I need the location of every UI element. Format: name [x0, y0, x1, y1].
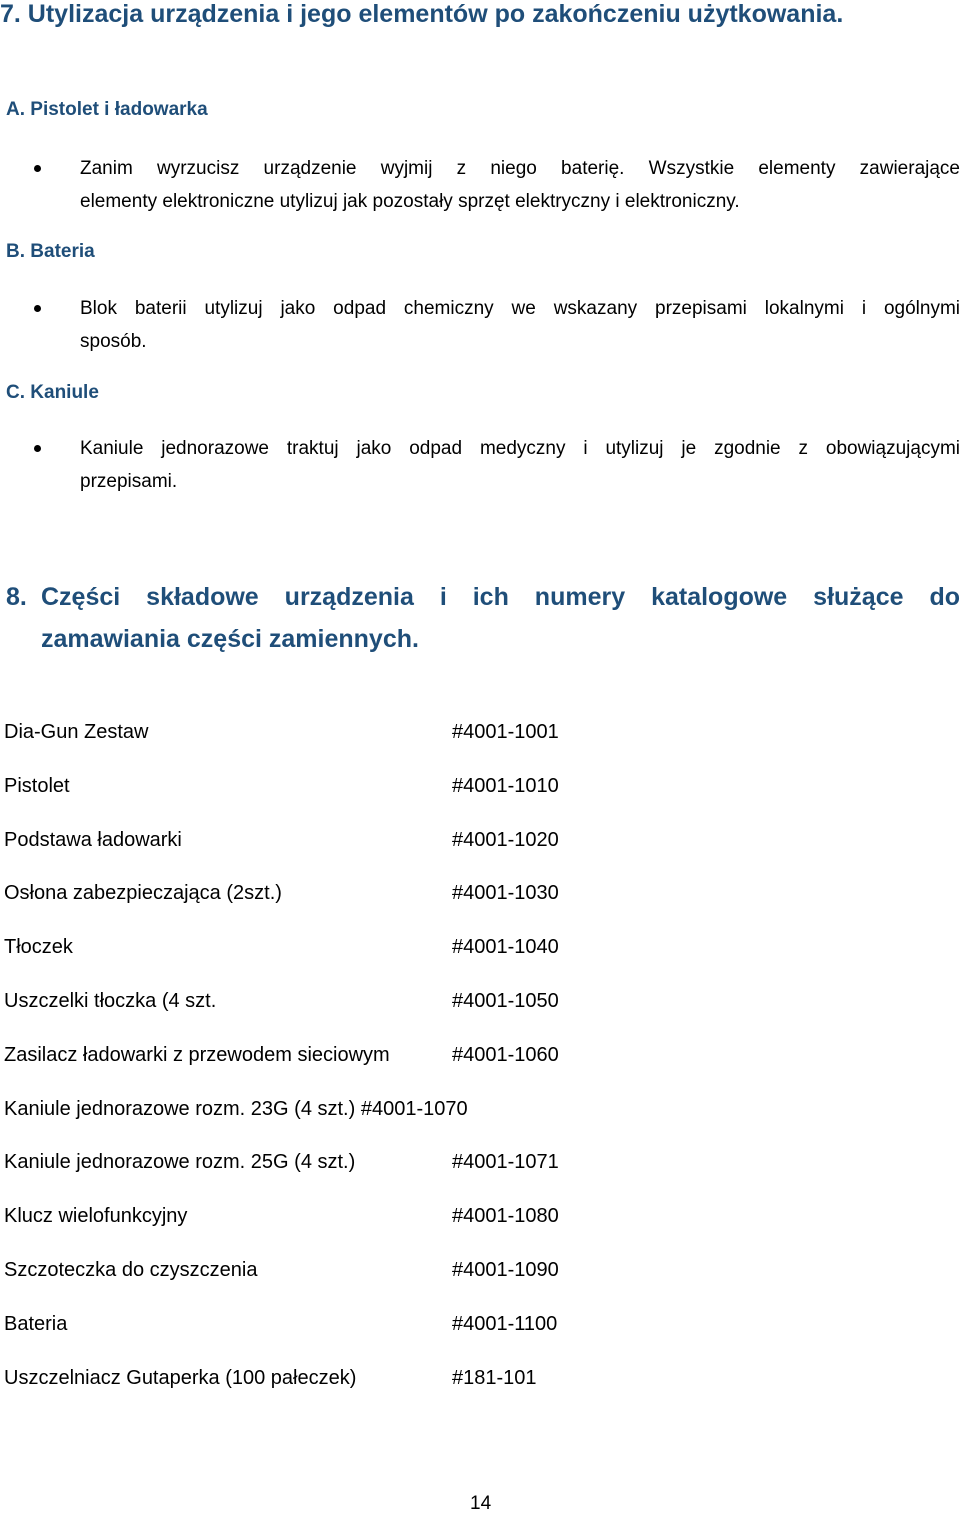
- part-row: [4, 1038, 704, 1092]
- part-name: Podstawa ładowarki: [4, 828, 182, 851]
- part-row: [4, 715, 704, 769]
- part-row: [4, 1092, 704, 1146]
- part-code: #4001-1040: [452, 936, 559, 959]
- part-code: #4001-1020: [452, 828, 559, 851]
- part-name: Zasilacz ładowarki z przewodem sieciowym: [4, 1043, 390, 1066]
- part-row: [4, 1199, 704, 1253]
- part-name: Szczoteczka do czyszczenia: [4, 1258, 258, 1281]
- part-code: #4001-1030: [452, 882, 559, 905]
- bullet-a: [34, 165, 41, 172]
- part-row: [4, 1145, 704, 1199]
- subsection-b-line1: Blok baterii utylizuj jako odpad chemiczny we wskazany przepisami lokalnymi i ogólnymi: [80, 298, 960, 319]
- part-code: #4001-1080: [452, 1205, 559, 1228]
- part-code: #4001-1100: [452, 1312, 558, 1335]
- part-code: #181-101: [452, 1366, 537, 1389]
- parts-list: [4, 715, 704, 1414]
- subsection-a-heading: A. Pistolet i ładowarka: [6, 99, 208, 120]
- section-8-title-line1: Części składowe urządzenia i ich numery katalogowe służące do: [41, 583, 960, 611]
- part-code: #4001-1071: [452, 1151, 559, 1174]
- subsection-a-text: [80, 152, 960, 218]
- subsection-b-line2: sposób.: [80, 331, 147, 352]
- part-name: Kaniule jednorazowe rozm. 23G (4 szt.) #4001-1070: [4, 1097, 468, 1120]
- subsection-a-line1: Zanim wyrzucisz urządzenie wyjmij z niego baterię. Wszystkie elementy zawierające: [80, 158, 960, 179]
- subsection-c-line1: Kaniule jednorazowe traktuj jako odpad medyczny i utylizuj je zgodnie z obowiązującymi: [80, 438, 960, 459]
- bullet-c: [34, 445, 41, 452]
- bullet-b: [34, 305, 41, 312]
- section-8-title: [0, 576, 960, 660]
- part-name: Uszczelki tłoczka (4 szt.: [4, 989, 217, 1012]
- section-8-title-line2: zamawiania części zamiennych.: [41, 625, 419, 653]
- subsection-b-heading: B. Bateria: [6, 241, 95, 262]
- part-name: Bateria: [4, 1312, 68, 1335]
- part-code: #4001-1060: [452, 1043, 559, 1066]
- section-8-number: 8.: [6, 583, 27, 611]
- part-row: [4, 876, 704, 930]
- section-7-title: 7. Utylizacja urządzenia i jego elementów po zakończeniu użytkowania.: [0, 0, 844, 28]
- subsection-a-line2: elementy elektroniczne utylizuj jak pozostały sprzęt elektryczny i elektroniczny.: [80, 191, 740, 212]
- part-row: [4, 984, 704, 1038]
- part-code: #4001-1001: [452, 721, 559, 743]
- part-name: Osłona zabezpieczająca (2szt.): [4, 882, 282, 905]
- part-name: Klucz wielofunkcyjny: [4, 1205, 188, 1228]
- part-row: [4, 930, 704, 984]
- part-row: [4, 769, 704, 823]
- part-row: [4, 823, 704, 877]
- part-name: Pistolet: [4, 774, 70, 797]
- part-name: Kaniule jednorazowe rozm. 25G (4 szt.): [4, 1151, 356, 1174]
- subsection-b-text: [80, 292, 960, 358]
- part-row: [4, 1253, 704, 1307]
- part-row: [4, 1361, 704, 1415]
- part-name: Uszczelniacz Gutaperka (100 pałeczek): [4, 1366, 357, 1389]
- subsection-c-heading: C. Kaniule: [6, 382, 99, 403]
- part-name: Tłoczek: [4, 936, 73, 959]
- subsection-c-line2: przepisami.: [80, 471, 178, 492]
- part-code: #4001-1050: [452, 989, 559, 1012]
- part-code: #4001-1090: [452, 1258, 559, 1281]
- part-row: [4, 1307, 704, 1361]
- part-code: #4001-1010: [452, 774, 559, 797]
- page-number: 14: [470, 1493, 492, 1514]
- subsection-c-text: [80, 432, 960, 498]
- part-name: Dia-Gun Zestaw: [4, 721, 149, 743]
